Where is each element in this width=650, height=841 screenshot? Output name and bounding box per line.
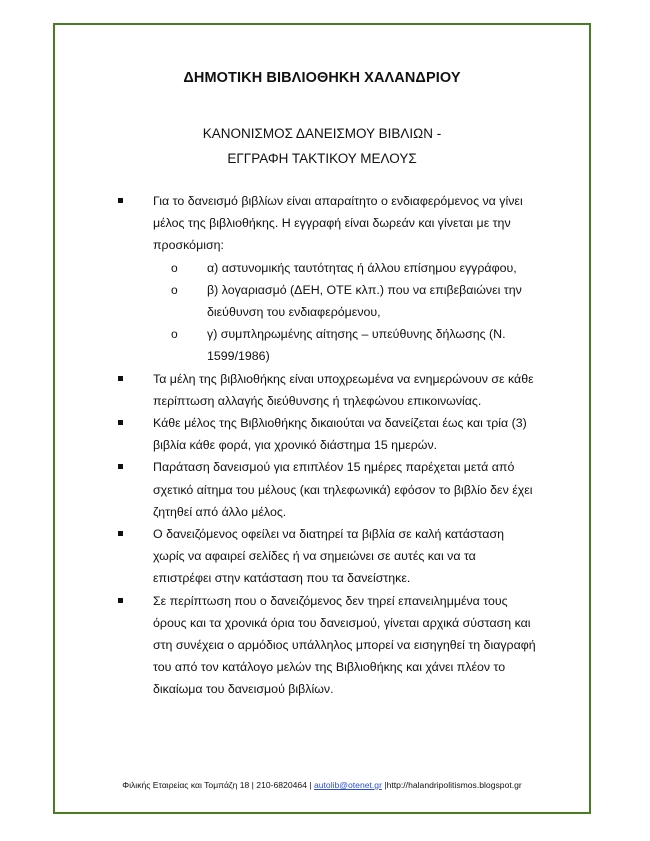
rule-text: Τα μέλη της βιβλιοθήκης είναι υποχρεωμένα να ενημερώνουν σε κάθε περίπτωση αλλαγής διεύθυνσης ή τηλεφώνου επικοινωνίας. xyxy=(153,371,534,408)
rule-item xyxy=(117,523,537,590)
rule-text: Παράταση δανεισμού για επιπλέον 15 ημέρες παρέχεται μετά από σχετικό αίτημα του μέλους (και τηλεφωνικά) εφόσον το βιβλίο δεν έχει ζητηθεί από άλλο μέλος. xyxy=(153,460,533,519)
footer-address: Φιλικής Εταιρείας και Τομπάζη 18 | 210-6820464 | xyxy=(122,780,314,790)
document-subtitle xyxy=(53,121,591,171)
rule-item xyxy=(117,190,537,368)
sublist-item-text: γ) συμπληρωμένης αίτησης – υπεύθυνης δήλωσης (Ν. 1599/1986) xyxy=(207,327,506,364)
square-bullet-icon xyxy=(118,464,123,469)
rule-text: Για το δανεισμό βιβλίων είναι απαραίτητο ο ενδιαφερόμενος να γίνει μέλος της βιβλιοθήκης. Η εγγραφή είναι δωρεάν και γίνεται με την προσκόμιση: xyxy=(153,194,523,253)
rule-item xyxy=(117,456,537,523)
sublist-item xyxy=(171,257,537,279)
square-bullet-icon xyxy=(118,198,123,203)
rule-item xyxy=(117,368,537,412)
footer-email-link[interactable]: autolib@otenet.gr xyxy=(313,780,382,790)
rule-text: Σε περίπτωση που ο δανειζόμενος δεν τηρεί επανειλημμένα τους όρους και τα χρονικά όρια του δανεισμού, γίνεται αρχικά σύσταση και στη συνέχεια ο αρμόδιος υπάλληλος μπορεί να εισηγηθεί τη διαγραφή του από τον κατάλογο μελών της Βιβλιοθήκης και χάνει πλέον το δικαίωμα του δανεισμού βιβλίων. xyxy=(153,593,536,697)
sublist-item xyxy=(171,323,537,367)
circle-bullet-icon: o xyxy=(171,260,178,275)
square-bullet-icon xyxy=(118,531,123,536)
rules-list xyxy=(117,190,537,701)
sublist-item-text: β) λογαριασμό (ΔΕΗ, ΟΤΕ κλπ.) που να επιβεβαιώνει την διεύθυνση του ενδιαφερόμενου, xyxy=(207,282,522,320)
page-title: ΔΗΜΟΤΙΚΗ ΒΙΒΛΙΟΘΗΚΗ ΧΑΛΑΝΔΡΙΟΥ xyxy=(183,70,461,86)
subtitle-line-1: ΚΑΝΟΝΙΣΜΟΣ ΔΑΝΕΙΣΜΟΥ ΒΙΒΛΙΩΝ - xyxy=(202,126,442,141)
page-footer xyxy=(53,780,591,790)
subtitle-line-2: ΕΓΓΡΑΦΗ ΤΑΚΤΙΚΟΥ ΜΕΛΟΥΣ xyxy=(227,151,417,166)
rule-item xyxy=(117,590,537,701)
square-bullet-icon xyxy=(118,376,123,381)
requirements-sublist xyxy=(153,257,537,368)
rule-text: Κάθε μέλος της Βιβλιοθήκης δικαιούται να δανείζεται έως και τρία (3) βιβλία κάθε φορά, για χρονικό διάστημα 15 ημερών. xyxy=(153,416,527,453)
sublist-item-text: α) αστυνομικής ταυτότητας ή άλλου επίσημου εγγράφου, xyxy=(207,260,517,275)
sublist-item xyxy=(171,279,537,323)
rule-item xyxy=(117,412,537,456)
rule-text: Ο δανειζόμενος οφείλει να διατηρεί τα βιβλία σε καλή κατάσταση χωρίς να αφαιρεί σελίδες ή να σημειώνει σε αυτές και να τα επιστρέφει στην κατάσταση που τα δανείστηκε. xyxy=(153,527,504,586)
footer-website: |http://halandripolitismos.blogspot.gr xyxy=(381,780,522,790)
square-bullet-icon xyxy=(118,420,123,425)
circle-bullet-icon: o xyxy=(171,282,178,297)
square-bullet-icon xyxy=(118,598,123,603)
circle-bullet-icon: o xyxy=(171,327,178,342)
